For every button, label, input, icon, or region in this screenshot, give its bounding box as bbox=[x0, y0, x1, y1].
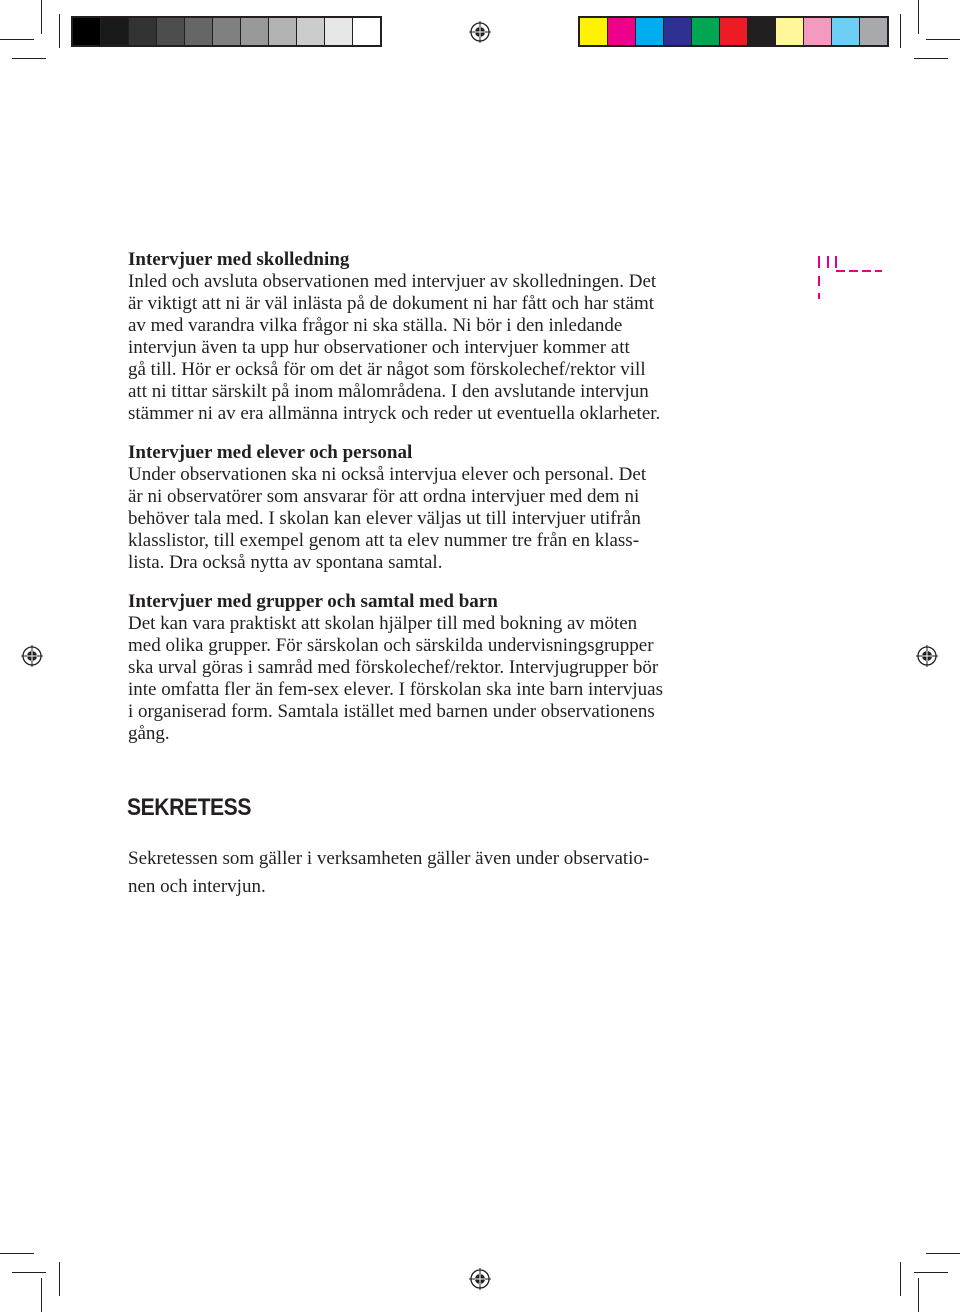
sekretess-heading: SEKRETESS bbox=[127, 794, 251, 821]
color-swatch bbox=[664, 18, 692, 45]
color-swatch bbox=[748, 18, 776, 45]
text-line: Under observationen ska ni också intervjua elever och personal. Det bbox=[128, 464, 647, 485]
color-swatch bbox=[580, 18, 608, 45]
registration-mark-icon bbox=[916, 645, 938, 667]
crop-mark bbox=[900, 14, 901, 48]
color-swatch bbox=[636, 18, 664, 45]
gray-swatch bbox=[297, 18, 325, 45]
color-swatch bbox=[832, 18, 860, 45]
crop-mark bbox=[59, 14, 60, 48]
gray-swatch bbox=[325, 18, 353, 45]
text-line: ska urval göras i samråd med förskolechef/rektor. Intervjugrupper bör bbox=[128, 657, 659, 678]
text-line: nen och intervjun. bbox=[128, 876, 266, 897]
section-heading: Intervjuer med skolledning bbox=[128, 249, 350, 270]
crop-mark bbox=[12, 1272, 46, 1273]
text-line: behöver tala med. I skolan kan elever väljas ut till intervjuer utifrån bbox=[128, 508, 641, 529]
registration-mark-icon bbox=[469, 21, 491, 43]
section-elever-personal bbox=[128, 442, 768, 574]
section-skolledning bbox=[128, 249, 768, 425]
text-line: att ni tittar särskilt på inom målområdena. I den avslutande intervjun bbox=[128, 381, 649, 402]
text-line: intervjun även ta upp hur observationer och intervjuer kommer att bbox=[128, 337, 630, 358]
text-line: klasslistor, till exempel genom att ta elev nummer tre från en klass- bbox=[128, 530, 640, 551]
color-swatch bbox=[860, 18, 887, 45]
text-line: Det kan vara praktiskt att skolan hjälper till med bokning av möten bbox=[128, 613, 638, 634]
text-line: stämmer ni av era allmänna intryck och reder ut eventuella oklarheter. bbox=[128, 403, 661, 424]
crop-mark bbox=[41, 1278, 42, 1312]
gray-swatch bbox=[129, 18, 157, 45]
text-line: inte omfatta fler än fem-sex elever. I förskolan ska inte barn intervjuas bbox=[128, 679, 663, 700]
color-swatch bbox=[692, 18, 720, 45]
text-line: i organiserad form. Samtala istället med barnen under observationens bbox=[128, 701, 655, 722]
color-bar bbox=[578, 16, 889, 47]
gray-swatch bbox=[101, 18, 129, 45]
crop-mark bbox=[0, 39, 34, 40]
gray-swatch bbox=[241, 18, 269, 45]
gray-swatch bbox=[269, 18, 297, 45]
grayscale-bar bbox=[71, 16, 382, 47]
document-body bbox=[128, 249, 768, 762]
section-heading: Intervjuer med grupper och samtal med barn bbox=[128, 591, 498, 612]
crop-mark bbox=[0, 1253, 34, 1254]
crop-mark bbox=[918, 1278, 919, 1312]
crop-mark bbox=[914, 1272, 948, 1273]
color-swatch bbox=[804, 18, 832, 45]
text-line: Sekretessen som gäller i verksamheten gäller även under observatio- bbox=[128, 848, 650, 869]
gray-swatch bbox=[185, 18, 213, 45]
gray-swatch bbox=[73, 18, 101, 45]
crop-mark bbox=[918, 0, 919, 34]
crop-mark bbox=[59, 1262, 60, 1296]
text-line: gå till. Hör er också för om det är något som förskolechef/rektor vill bbox=[128, 359, 646, 380]
section-grupper-barn bbox=[128, 591, 768, 745]
gray-swatch bbox=[157, 18, 185, 45]
crop-mark bbox=[926, 1253, 960, 1254]
crop-mark bbox=[41, 0, 42, 34]
gray-swatch bbox=[213, 18, 241, 45]
color-swatch bbox=[776, 18, 804, 45]
crop-mark bbox=[926, 39, 960, 40]
color-swatch bbox=[608, 18, 636, 45]
registration-mark-icon bbox=[469, 1268, 491, 1290]
crop-mark bbox=[12, 58, 46, 59]
text-line: Inled och avsluta observationen med intervjuer av skolledningen. Det bbox=[128, 271, 657, 292]
crop-mark bbox=[914, 58, 948, 59]
text-line: är ni observatörer som ansvarar för att ordna intervjuer med dem ni bbox=[128, 486, 640, 507]
text-line: lista. Dra också nytta av spontana samtal. bbox=[128, 552, 443, 573]
color-swatch bbox=[720, 18, 748, 45]
text-line: med olika grupper. För särskolan och särskilda undervisningsgrupper bbox=[128, 635, 654, 656]
text-line: av med varandra vilka frågor ni ska ställa. Ni bör i den inledande bbox=[128, 315, 623, 336]
text-line: är viktigt att ni är väl inlästa på de dokument ni har fått och har stämt bbox=[128, 293, 655, 314]
section-heading: Intervjuer med elever och personal bbox=[128, 442, 413, 463]
text-line: gång. bbox=[128, 723, 170, 744]
sekretess-paragraph bbox=[128, 845, 728, 901]
registration-mark-icon bbox=[21, 645, 43, 667]
gray-swatch bbox=[353, 18, 380, 45]
crop-mark bbox=[900, 1262, 901, 1296]
